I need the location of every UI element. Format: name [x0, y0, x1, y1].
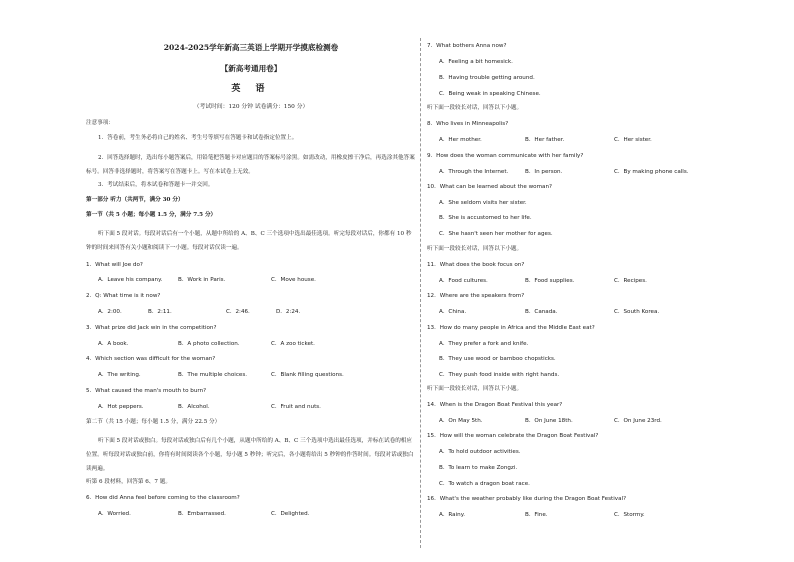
- q4-option-b: B．The multiple choices.: [178, 372, 248, 378]
- question-1: 1．What will Joe do?: [86, 262, 143, 268]
- q9-option-c: C．By making phone calls.: [614, 169, 689, 175]
- q15-option-a: A．To hold outdoor activities.: [439, 449, 521, 455]
- q11-option-b: B．Food supplies.: [525, 278, 575, 284]
- exam-info: （考试时间：120 分钟 试卷满分：150 分）: [193, 104, 309, 110]
- q14-option-c: C．On June 23rd.: [614, 418, 662, 424]
- q14-option-b: B．On June 18th.: [525, 418, 573, 424]
- q2-option-a: A．2:00.: [98, 309, 122, 315]
- q4-option-a: A．The writing.: [98, 372, 141, 378]
- exam-title: 2024-2025学年新高三英语上学期开学摸底检测卷: [163, 43, 339, 52]
- q3-option-a: A．A book.: [98, 341, 129, 347]
- q5-option-b: B．Alcohol.: [178, 404, 210, 410]
- question-9: 9．How does the woman communicate with her family?: [427, 153, 584, 159]
- listen-prompt-11: 听下面一段较长对话，回答以下小题。: [427, 246, 523, 252]
- part1-heading: 第一部分 听力（共两节，满分 30 分）: [86, 197, 184, 203]
- q8-option-b: B．Her father.: [525, 137, 565, 143]
- q13-option-a: A．They prefer a fork and knife.: [439, 341, 529, 347]
- q15-option-c: C．To watch a dragon boat race.: [439, 481, 530, 487]
- q12-option-c: C．South Korea.: [614, 309, 660, 315]
- section1-instructions: 听下面 5 段对话。每段对话后有一个小题，从题中所给的 A、B、C 三个选项中选出最佳选项。听完每段对话后，你都有 10 秒钟的时间来回答有关小题和阅读下一小题。每段对话仅读一遍。: [86, 231, 412, 251]
- q2-option-b: B．2:11.: [148, 309, 172, 315]
- q15-option-b: B．To learn to make Zongzi.: [439, 465, 518, 471]
- question-4: 4．Which section was difficult for the woman?: [86, 356, 216, 362]
- q12-option-a: A．China.: [439, 309, 467, 315]
- q1-option-b: B．Work in Paris.: [178, 277, 226, 283]
- q8-option-c: C．Her sister.: [614, 137, 652, 143]
- q9-option-a: A．Through the Internet.: [439, 169, 509, 175]
- question-3: 3．What prize did Jack win in the competition?: [86, 325, 217, 331]
- section2-heading: 第二节（共 15 小题；每小题 1.5 分，满分 22.5 分）: [86, 419, 221, 425]
- notice-item-2: 2．回答选择题时，选出每小题答案后，用铅笔把答题卡对应题目的答案标号涂黑。如需改动，用橡皮擦干净后，再选涂其他答案标号。回答非选择题时，将答案写在答题卡上。写在本试卷上无效。: [86, 155, 415, 175]
- q1-option-a: A．Leave his company.: [98, 277, 163, 283]
- listen-prompt-14: 听下面一段较长对话，回答以下小题。: [427, 386, 523, 392]
- q6-option-b: B．Embarrassed.: [178, 511, 226, 517]
- question-2: 2．Q: What time is it now?: [86, 293, 161, 299]
- section1-heading: 第一节（共 5 小题；每小题 1.5 分，满分 7.5 分）: [86, 212, 217, 218]
- q5-option-c: C．Fruit and nuts.: [271, 404, 321, 410]
- q16-option-a: A．Rainy.: [439, 512, 466, 518]
- listen-prompt-6: 听第 6 段材料，回答第 6、7 题。: [86, 479, 171, 485]
- subject-title: 英 语: [231, 84, 271, 94]
- q4-option-c: C．Blank filling questions.: [271, 372, 344, 378]
- q6-option-a: A．Worried.: [98, 511, 131, 517]
- question-6: 6．How did Anna feel before coming to the classroom?: [86, 495, 240, 501]
- q10-option-c: C．She hasn't seen her mother for ages.: [439, 231, 553, 237]
- question-8: 8．Who lives in Minneapolis?: [427, 121, 509, 127]
- q10-option-a: A．She seldom visits her sister.: [439, 200, 527, 206]
- notice-item-3: 3．考试结束后，将本试卷和答题卡一并交回。: [98, 182, 214, 188]
- q2-option-d: D．2:24.: [276, 309, 301, 315]
- q7-option-a: A．Feeling a bit homesick.: [439, 59, 513, 65]
- exam-subtitle: 【新高考通用卷】: [220, 64, 282, 73]
- q7-option-b: B．Having trouble getting around.: [439, 75, 535, 81]
- q2-option-c: C．2:46.: [226, 309, 250, 315]
- question-16: 16．What's the weather probably like during the Dragon Boat Festival?: [427, 496, 627, 502]
- q12-option-b: B．Canada.: [525, 309, 558, 315]
- q11-option-c: C．Recipes.: [614, 278, 647, 284]
- q14-option-a: A．On May 5th.: [439, 418, 483, 424]
- question-12: 12．Where are the speakers from?: [427, 293, 525, 299]
- q3-option-c: C．A zoo ticket.: [271, 341, 315, 347]
- q13-option-b: B．They use wood or bamboo chopsticks.: [439, 356, 556, 362]
- question-10: 10．What can be learned about the woman?: [427, 184, 552, 190]
- section2-instructions: 听下面 5 段对话或独白。每段对话或独白后有几个小题，从题中所给的 A、B、C 三个选项中选出最佳选项，并标在试卷的相应位置。听每段对话或独白前，你将有时间阅读各个小题，每小题 5 秒钟；听完后，各小题将给出 5 秒钟的作答时间。每段对话或独白读两遍。: [86, 438, 414, 472]
- q1-option-c: C．Move house.: [271, 277, 316, 283]
- q5-option-a: A．Hot peppers.: [98, 404, 144, 410]
- notice-item-1: 1．答卷前，考生务必将自己的姓名、考生号等填写在答题卡和试卷指定位置上。: [98, 135, 298, 141]
- question-11: 11．What does the book focus on?: [427, 262, 525, 268]
- q16-option-c: C．Stormy.: [614, 512, 645, 518]
- column-divider: [420, 38, 421, 548]
- q6-option-c: C．Delighted.: [271, 511, 310, 517]
- question-14: 14．When is the Dragon Boat Festival this year?: [427, 402, 563, 408]
- question-15: 15．How will the woman celebrate the Dragon Boat Festival?: [427, 433, 599, 439]
- listen-prompt-8: 听下面一段较长对话，回答以下小题。: [427, 105, 523, 111]
- question-13: 13．How do many people in Africa and the Middle East eat?: [427, 325, 595, 331]
- q13-option-c: C．They push food inside with right hands.: [439, 372, 560, 378]
- question-7: 7．What bothers Anna now?: [427, 43, 507, 49]
- q10-option-b: B．She is accustomed to her life.: [439, 215, 532, 221]
- q9-option-b: B．In person.: [525, 169, 563, 175]
- q11-option-a: A．Food cultures.: [439, 278, 488, 284]
- q16-option-b: B．Fine.: [525, 512, 548, 518]
- q7-option-c: C．Being weak in speaking Chinese.: [439, 91, 541, 97]
- notice-heading: 注意事项：: [86, 120, 114, 126]
- q8-option-a: A．Her mother.: [439, 137, 482, 143]
- q3-option-b: B．A photo collection.: [178, 341, 240, 347]
- question-5: 5．What caused the man's mouth to burn?: [86, 388, 207, 394]
